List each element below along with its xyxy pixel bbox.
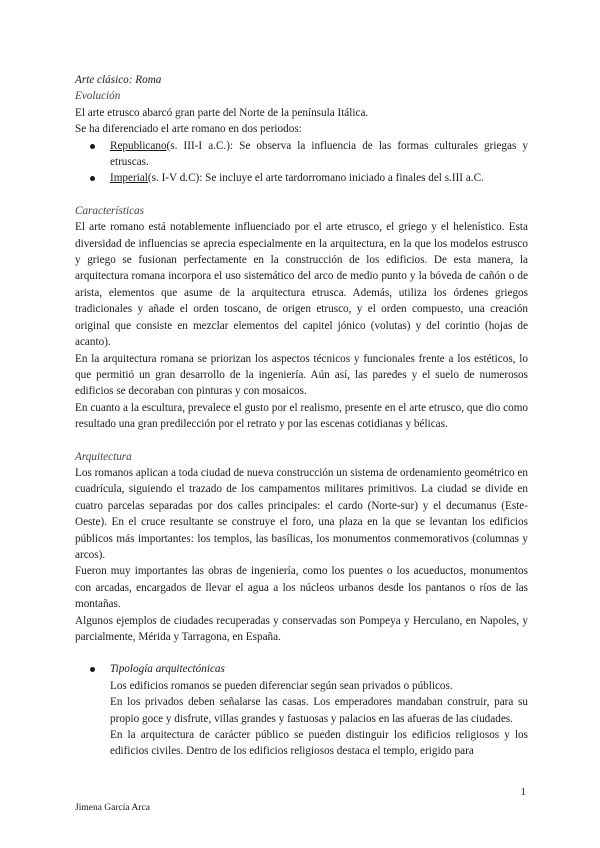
bullet-icon (90, 176, 95, 181)
body-paragraph: Los romanos aplican a toda ciudad de nueva construcción un sistema de ordenamiento geométrico en cuadrícula, siguiendo el trazado de los campamentos militares primitivos. La ciudad se divide en cuatro parcelas separadas por dos calles principales: el cardo (Norte-sur) y el decumanus (Este-Oeste). En el cruce resultante se construye el foro, una plaza en la que se levantan los edificios públicos más importantes: los templos, las basílicas, los monumentos conmemorativos (columnas y arcos). (75, 466, 528, 561)
document-title: Arte clásico: Roma (75, 74, 162, 86)
section-heading-arquitectura: Arquitectura (75, 450, 132, 463)
section-heading-evolucion: Evolución (75, 90, 121, 103)
evolucion-paragraph: El arte etrusco abarcó gran parte del Norte de la península Itálica. (75, 106, 369, 119)
page-number: 1 (520, 786, 526, 798)
bullet-icon (90, 667, 95, 672)
bullet-icon (90, 144, 95, 149)
body-paragraph: Fueron muy importantes las obras de ingeniería, como los puentes o los acueductos, monumentos con arcadas, encargados de llevar el agua a los núcleos urbanos desde los pantanos o ríos de las montañas. (75, 565, 528, 611)
body-paragraph: Los edificios romanos se pueden diferenciar según sean privados o públicos. (110, 679, 453, 692)
body-paragraph: En cuanto a la escultura, prevalece el gusto por el realismo, presente en el arte etrusco, que dio como resultado una gran predilección por el retrato y por las escenas cotidianas y bélicas. (75, 401, 528, 431)
tipologia-list (75, 661, 528, 677)
body-paragraph: En los privados deben señalarse las casas. Los emperadores mandaban construir, para su propio goce y disfrute, villas grandes y fastuosas y palacios en las afueras de las ciudades. (110, 696, 528, 725)
list-item (75, 170, 528, 186)
subsection-heading-tipologia: Tipología arquitectónicas (110, 663, 225, 676)
period-text: (s. I-V d.C): Se incluye el arte tardorromano iniciado a finales del s.III a.C. (147, 172, 484, 185)
period-text: (s. III-I a.C.): Se observa la influencia de las formas culturales griegas y etruscas. (110, 139, 528, 169)
body-paragraph: En la arquitectura de carácter público se pueden distinguir los edificios religiosos y los edificios civiles. Dentro de los edificios religiosos destaca el templo, erigido para (110, 729, 528, 758)
body-paragraph: Algunos ejemplos de ciudades recuperadas y conservadas son Pompeya y Herculano, en Napoles, y parcialmente, Mérida y Tarragona, en España. (75, 614, 528, 643)
periods-list (75, 138, 528, 187)
body-paragraph: En la arquitectura romana se priorizan los aspectos técnicos y funcionales frente a los estéticos, lo que permitió un gran desarrollo de la ingeniería. Aún así, las paredes y el suelo de numerosos edificios se decoraban con pinturas y con mosaicos. (75, 352, 528, 398)
period-term: Republicano (110, 139, 167, 152)
footer-author: Jimena García Arca (75, 803, 150, 813)
list-item (75, 138, 528, 171)
period-term: Imperial (110, 172, 148, 185)
body-paragraph: El arte romano está notablemente influenciado por el arte etrusco, el griego y el helenístico. Esta diversidad de influencias se aprecia especialmente en la arquitectura, en la que los modelos estrusco y griego se fusionan perfectamente en la construcción de los edificios. De esta manera, la arquitectura romana incorpora el uso sistemático del arco de medio punto y la bóveda de cañón o de arista, elementos que asume de la arquitectura etrusca. Además, utiliza los órdenes griegos tradicionales y añade el orden toscano, de origen etrusco, y el orden compuesto, una creación original que consiste en mezclar elementos del capitel jónico (volutas) y del corintio (hojas de acanto). (75, 221, 528, 349)
evolucion-paragraph: Se ha diferenciado el arte romano en dos periodos: (75, 123, 302, 136)
list-item (75, 661, 528, 677)
document-page (75, 72, 528, 760)
section-heading-caracteristicas: Características (75, 204, 144, 217)
